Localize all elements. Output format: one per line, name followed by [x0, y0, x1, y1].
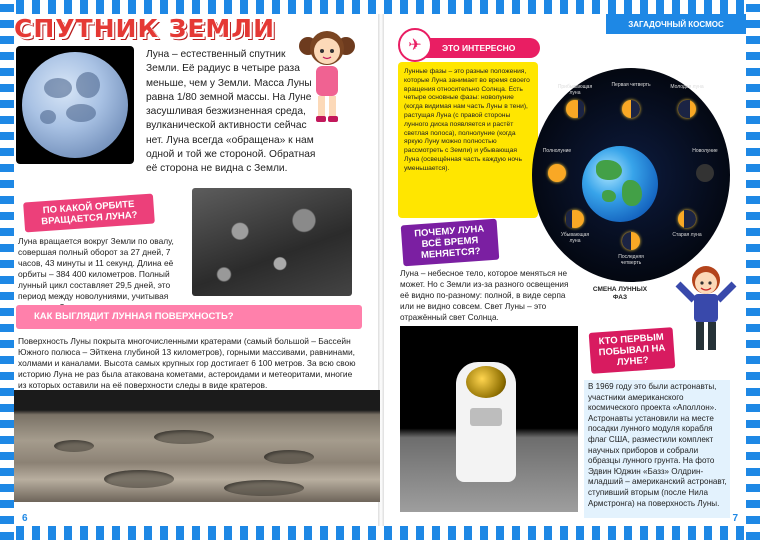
interesting-text: Лунные фазы – это разные положения, которые Луна занимает во время своего вращения относительно Солнца. Есть четыре основные фазы: новолуние (когда видимая нам часть Луны в тени), растущая Луна (с правой стороны лунного диска появляется и растёт светлая полоса), полнолуние (когда яркую Луну можно полностью рассмотреть с Земли) и убывающая Луна (освещённая часть каждую ночь уменьшается).	[404, 68, 530, 172]
phase-label-right: Новолуние	[692, 148, 718, 154]
moon-phase-right	[696, 164, 714, 182]
section-tag: ЗАГАДОЧНЫЙ КОСМОС	[606, 14, 746, 34]
girl-illustration	[296, 24, 358, 124]
phase-label-bl: Убывающая луна	[560, 232, 590, 244]
interesting-heading: ЭТО ИНТЕРЕСНО	[400, 38, 540, 58]
astronaut-photo	[400, 326, 578, 512]
phases-caption: СМЕНА ЛУННЫХ ФАЗ	[592, 286, 648, 301]
phase-label-bottom: Последняя четверть	[618, 254, 644, 266]
moon-phase-bl	[566, 210, 584, 228]
full-moon-photo	[16, 46, 134, 164]
phase-label-tr: Молодая луна	[670, 84, 704, 90]
intro-text: Луна – естественный спутник Земли. Её радиус в четыре раза меньше, чем у Земли. Масса Луны равна 1/80 земной массы. На Луне засушливая безжизненная среда, вулканической активности сейчас нет. Луна всегда «обращена» к нам одной и той же стороной. Обратная её сторона не видна с Земли.	[146, 49, 316, 175]
moon-phase-top	[622, 100, 640, 118]
surface-text: Поверхность Луны покрыта многочисленными кратерами (самый большой – Бассейн Южного полюса – Эйткена глубиной 13 километров), горными массивами, равнинами, холмами и каналами. Высота самых крупных гор достигает 6 100 метров. За всю свою историю Луна не раз была атакована кометами, астероидами и метеоритами, многие из которых оставили на её поверхности следы в виде кратеров.	[18, 336, 356, 390]
surface-heading: КАК ВЫГЛЯДИТ ЛУННАЯ ПОВЕРХНОСТЬ?	[34, 311, 234, 322]
rocket-icon: ✈	[398, 28, 432, 62]
first-text: В 1969 году это были астронавты, участники американского космического проекта «Аполлон». Астронавты установили на месте посадки лунного модуля корабля флаг США, разместили комплект научных приборов и собрали образцы лунного грунта. На фото Эдвин Юджин «Базз» Олдрин-младший – американский астронавт, ступивший вторым (после Нила Армстронга) на поверхность Луны.	[588, 382, 727, 508]
moon-phase-br	[678, 210, 696, 228]
orbit-text: Луна вращается вокруг Земли по овалу, совершая полный оборот за 27 дней, 7 часов, 43 минуты и 11 секунд. Длина её орбиты – 384 400 километров. Полный лунный цикл составляет 29,5 дней, это период между новолуниями, учитывая	[18, 236, 174, 301]
phase-label-top: Первая четверть	[611, 82, 651, 88]
lunar-surface-photo	[14, 390, 380, 502]
phase-label-left: Полнолуние	[542, 148, 572, 154]
phase-label-br: Старая луна	[672, 232, 702, 238]
page-number-left: 6	[22, 513, 28, 524]
boy-illustration	[672, 262, 740, 356]
phase-label-tl: Прибывающая луна	[557, 84, 593, 96]
change-text: Луна – небесное тело, которое меняться не может. Но с Земли из-за разного освещения её видно по-разному: полной, в виде серпа или не видно совсем. Свет Луны – это отражённый свет Солнца.	[400, 269, 569, 322]
earth-globe	[582, 146, 658, 222]
moon-phase-tr	[678, 100, 696, 118]
moon-phase-bottom	[622, 232, 640, 250]
craters-photo	[192, 188, 352, 296]
interesting-box	[398, 62, 538, 218]
moon-phase-tl	[566, 100, 584, 118]
surface-banner	[16, 305, 362, 329]
first-heading: КТО ПЕРВЫМ ПОБЫВАЛ НА ЛУНЕ?	[589, 327, 676, 374]
change-heading: ПОЧЕМУ ЛУНА ВСЁ ВРЕМЯ МЕНЯЕТСЯ?	[401, 219, 500, 267]
page-title: СПУТНИК ЗЕМЛИ	[14, 14, 275, 43]
page-number-right: 7	[732, 513, 738, 524]
moon-phase-left	[548, 164, 566, 182]
orbit-heading: ПО КАКОЙ ОРБИТЕ ВРАЩАЕТСЯ ЛУНА?	[23, 194, 155, 233]
